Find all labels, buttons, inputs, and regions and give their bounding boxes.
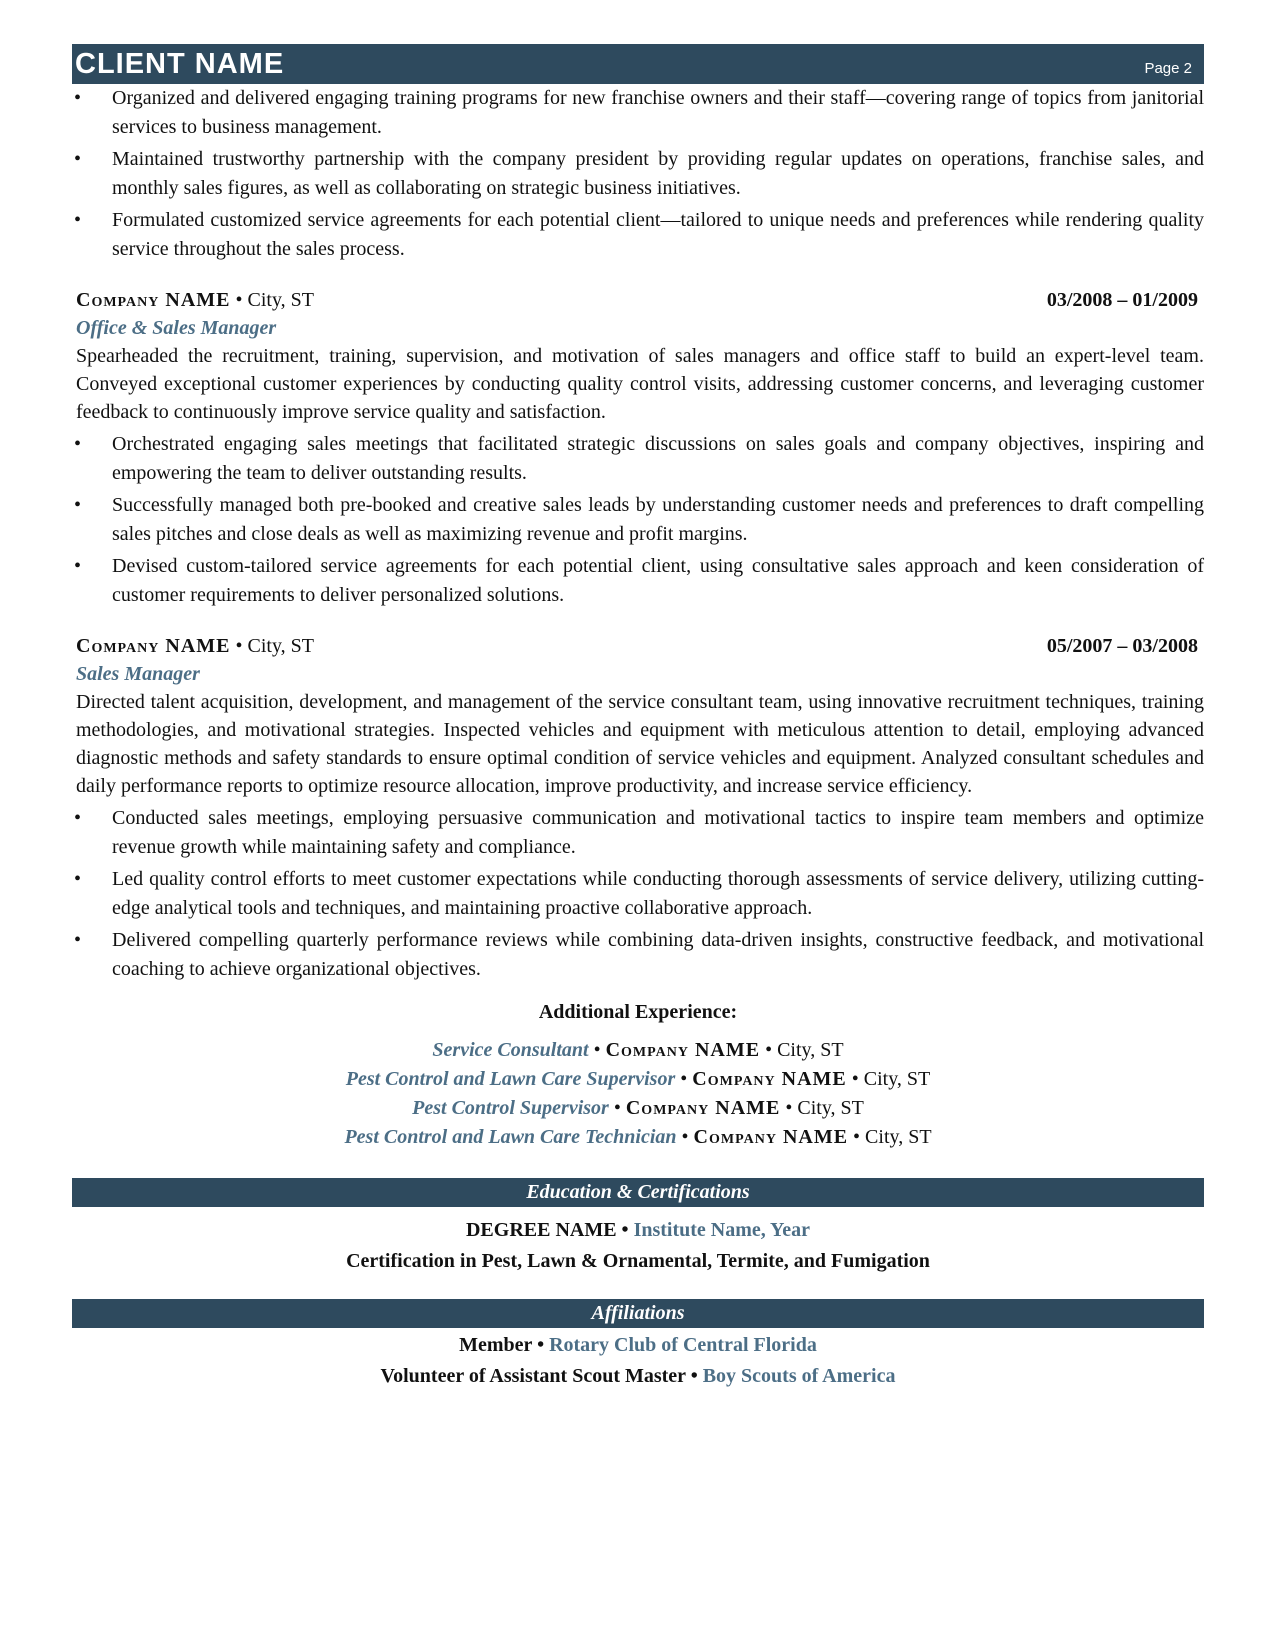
job-title: Office & Sales Manager: [76, 317, 277, 339]
list-item: Pest Control and Lawn Care Technician • Company NAME • City, ST: [344, 1126, 932, 1148]
certification-line: Certification in Pest, Lawn & Ornamental, Termite, and Fumigation: [346, 1250, 930, 1272]
list-item: • Orchestrated engaging sales meetings that facilitated strategic discussions on sales goals and company objectives, inspiring and empowering the team to deliver outstanding results.: [72, 430, 1204, 488]
bullet-icon: •: [74, 868, 82, 890]
bullet-icon: •: [74, 494, 82, 516]
list-item: • Devised custom-tailored service agreements for each potential client, using consultative sales approach and keen consideration of customer requirements to deliver personalized solutions.: [72, 552, 1204, 610]
list-item: • Organized and delivered engaging training programs for new franchise owners and their staff—covering range of topics from janitorial services to business management.: [72, 84, 1204, 142]
job-summary: Directed talent acquisition, development, and management of the service consultant team, using innovative recruitment techniques, training methodologies, and motivational strategies. Inspected vehicles and equipment with meticulous attention to detail, employing advanced diagnostic methods and safety standards to ensure optimal condition of service vehicles and equipment. Analyzed consultant schedules and daily performance reports to optimize resource allocation, improve productivity, and increase service efficiency.: [76, 691, 1204, 797]
affiliations-section-header: Affiliations: [72, 1299, 1204, 1328]
job-dates: 03/2008 – 01/2009: [1046, 289, 1198, 311]
bullet-icon: •: [74, 807, 82, 829]
list-item: • Successfully managed both pre-booked and creative sales leads by understanding customer needs and preferences to draft compelling sales pitches and close deals as well as maximizing revenue and profit margins.: [72, 491, 1204, 549]
list-item: Pest Control and Lawn Care Supervisor • Company NAME • City, ST: [345, 1068, 931, 1090]
list-item: Volunteer of Assistant Scout Master • Boy Scouts of America: [380, 1365, 896, 1387]
bullet-icon: •: [74, 148, 82, 170]
degree-name: DEGREE NAME •: [465, 1219, 634, 1241]
job-bullets: [72, 430, 1204, 610]
list-item: • Delivered compelling quarterly performance reviews while combining data-driven insights, constructive feedback, and motivational coaching to achieve organizational objectives.: [72, 926, 1204, 984]
job-header: [72, 286, 1204, 314]
bullet-icon: •: [74, 433, 82, 455]
list-item: • Formulated customized service agreements for each potential client—tailored to unique needs and preferences while rendering quality service throughout the sales process.: [72, 206, 1204, 264]
list-item: Member • Rotary Club of Central Florida: [459, 1334, 817, 1356]
client-name: CLIENT NAME: [75, 47, 285, 80]
list-item: • Conducted sales meetings, employing persuasive communication and motivational tactics to inspire team members and optimize revenue growth while maintaining safety and compliance.: [72, 804, 1204, 862]
additional-experience-list: [72, 1036, 1204, 1152]
education-section: [72, 1215, 1204, 1277]
affiliations-section: [72, 1330, 1204, 1392]
job-title: Sales Manager: [76, 663, 200, 685]
job-summary: Spearheaded the recruitment, training, supervision, and motivation of sales managers and office staff to build an expert-level team. Conveyed exceptional customer experiences by conducting quality control visits, addressing customer concerns, and leveraging customer feedback to continuously improve service quality and satisfaction.: [76, 345, 1204, 423]
job-entry: [72, 286, 1204, 610]
additional-experience-title: Additional Experience:: [538, 1001, 738, 1023]
job-location: • City, ST: [235, 635, 314, 657]
bullet-icon: •: [74, 929, 82, 951]
bullet-icon: •: [74, 209, 82, 231]
list-item: • Led quality control efforts to meet customer expectations while conducting thorough assessments of service delivery, utilizing cutting-edge analytical tools and techniques, and maintaining proactive collaborative approach.: [72, 865, 1204, 923]
education-section-header: Education & Certifications: [72, 1178, 1204, 1207]
bullet-icon: •: [74, 555, 82, 577]
job-bullets: [72, 804, 1204, 984]
bullet-icon: •: [74, 87, 82, 109]
institute-name: Institute Name, Year: [633, 1219, 811, 1241]
job-location: • City, ST: [235, 289, 314, 311]
job-dates: 05/2007 – 03/2008: [1046, 635, 1198, 657]
job-entry: [72, 632, 1204, 984]
list-item: • Maintained trustworthy partnership with the company president by providing regular updates on operations, franchise sales, and monthly sales figures, as well as collaborating on strategic business initiatives.: [72, 145, 1204, 203]
company-name: Company NAME: [76, 289, 231, 311]
list-item: Service Consultant • Company NAME • City, ST: [432, 1039, 844, 1061]
continued-bullets: [72, 84, 1204, 264]
page-number: Page 2: [1144, 59, 1192, 77]
job-header: [72, 632, 1204, 660]
resume-page: [72, 44, 1204, 1392]
degree-line: [72, 1215, 1204, 1246]
header-bar: [72, 44, 1204, 84]
company-name: Company NAME: [76, 635, 231, 657]
list-item: Pest Control Supervisor • Company NAME • City, ST: [412, 1097, 864, 1119]
